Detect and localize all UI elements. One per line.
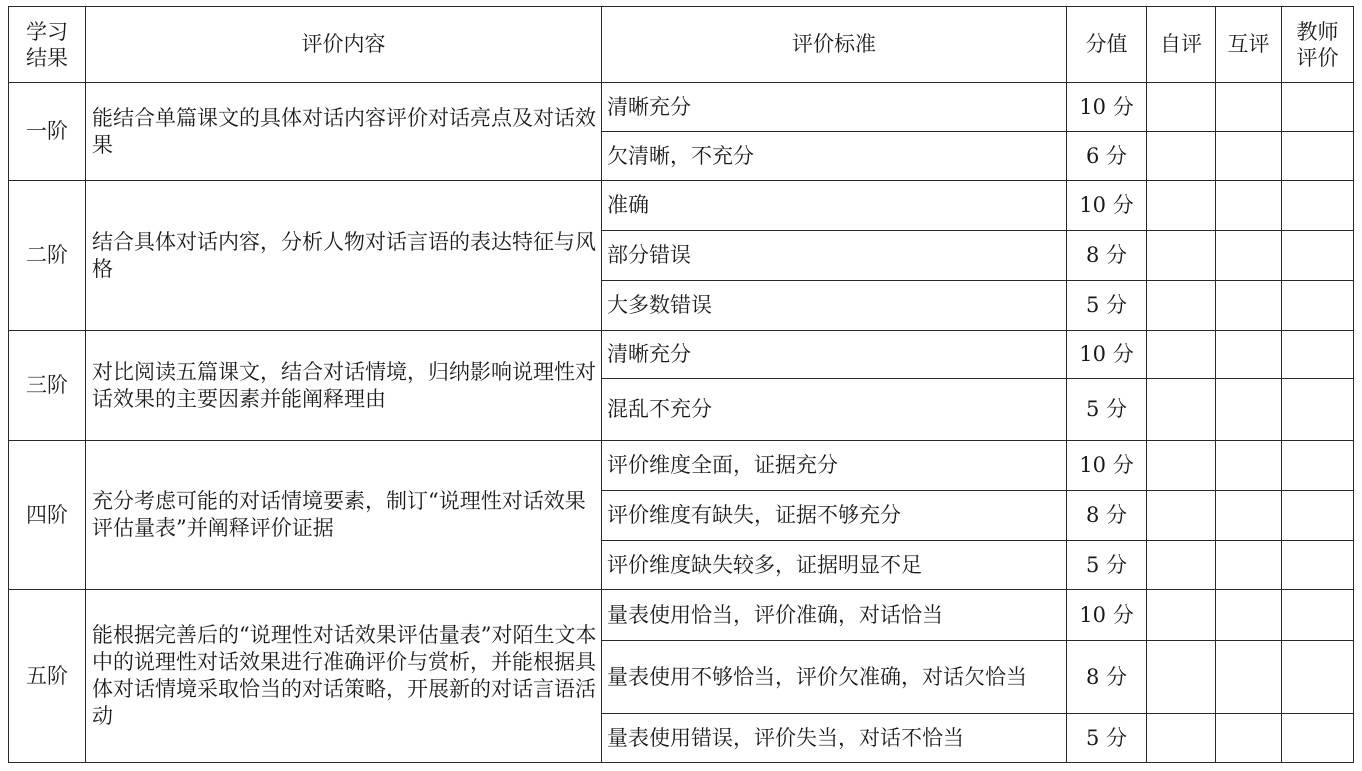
header-teacher bbox=[1282, 7, 1354, 83]
criterion-score: 10 分 bbox=[1067, 181, 1147, 231]
criterion-score: 5 分 bbox=[1067, 714, 1147, 763]
stage-label: 三阶 bbox=[9, 331, 86, 441]
header-teacher-line-1: 教师 bbox=[1296, 19, 1339, 44]
teacher-eval-cell[interactable] bbox=[1282, 491, 1354, 541]
header-teacher-line-2: 评价 bbox=[1296, 45, 1339, 70]
self-eval-cell[interactable] bbox=[1147, 714, 1216, 763]
self-eval-cell[interactable] bbox=[1147, 83, 1216, 132]
criterion-text: 量表使用不够恰当，评价欠准确，对话欠恰当 bbox=[602, 641, 1067, 714]
criterion-score: 8 分 bbox=[1067, 641, 1147, 714]
peer-eval-cell[interactable] bbox=[1216, 491, 1282, 541]
stage-label: 四阶 bbox=[9, 441, 86, 590]
self-eval-cell[interactable] bbox=[1147, 231, 1216, 281]
criterion-text: 评价维度有缺失，证据不够充分 bbox=[602, 491, 1067, 541]
criterion-text: 清晰充分 bbox=[602, 331, 1067, 379]
teacher-eval-cell[interactable] bbox=[1282, 281, 1354, 331]
peer-eval-cell[interactable] bbox=[1216, 379, 1282, 441]
teacher-eval-cell[interactable] bbox=[1282, 132, 1354, 181]
stage-content: 能结合单篇课文的具体对话内容评价对话亮点及对话效果 bbox=[86, 83, 602, 181]
self-eval-cell[interactable] bbox=[1147, 331, 1216, 379]
criterion-score: 10 分 bbox=[1067, 590, 1147, 641]
criterion-score: 10 分 bbox=[1067, 441, 1147, 491]
header-self: 自评 bbox=[1147, 7, 1216, 83]
header-outcome bbox=[9, 7, 86, 83]
table-row bbox=[9, 441, 1354, 491]
teacher-eval-cell[interactable] bbox=[1282, 441, 1354, 491]
self-eval-cell[interactable] bbox=[1147, 491, 1216, 541]
criterion-text: 量表使用错误，评价失当，对话不恰当 bbox=[602, 714, 1067, 763]
stage-label: 一阶 bbox=[9, 83, 86, 181]
teacher-eval-cell[interactable] bbox=[1282, 714, 1354, 763]
stage-content: 能根据完善后的“说理性对话效果评估量表”对陌生文本中的说理性对话效果进行准确评价与赏析，并能根据具体对话情境采取恰当的对话策略，开展新的对话言语活动 bbox=[86, 590, 602, 763]
criterion-text: 清晰充分 bbox=[602, 83, 1067, 132]
header-outcome-line-1: 学习 bbox=[26, 19, 68, 44]
criterion-text: 准确 bbox=[602, 181, 1067, 231]
teacher-eval-cell[interactable] bbox=[1282, 590, 1354, 641]
stage-label: 二阶 bbox=[9, 181, 86, 331]
self-eval-cell[interactable] bbox=[1147, 379, 1216, 441]
teacher-eval-cell[interactable] bbox=[1282, 331, 1354, 379]
table-row bbox=[9, 83, 1354, 132]
criterion-score: 8 分 bbox=[1067, 491, 1147, 541]
peer-eval-cell[interactable] bbox=[1216, 331, 1282, 379]
peer-eval-cell[interactable] bbox=[1216, 132, 1282, 181]
peer-eval-cell[interactable] bbox=[1216, 181, 1282, 231]
self-eval-cell[interactable] bbox=[1147, 541, 1216, 590]
self-eval-cell[interactable] bbox=[1147, 641, 1216, 714]
header-criteria: 评价标准 bbox=[602, 7, 1067, 83]
table-row bbox=[9, 590, 1354, 641]
header-content: 评价内容 bbox=[86, 7, 602, 83]
criterion-text: 混乱不充分 bbox=[602, 379, 1067, 441]
self-eval-cell[interactable] bbox=[1147, 281, 1216, 331]
criterion-score: 5 分 bbox=[1067, 541, 1147, 590]
criterion-score: 8 分 bbox=[1067, 231, 1147, 281]
peer-eval-cell[interactable] bbox=[1216, 541, 1282, 590]
criterion-score: 5 分 bbox=[1067, 281, 1147, 331]
criterion-score: 10 分 bbox=[1067, 331, 1147, 379]
stage-content: 充分考虑可能的对话情境要素，制订“说理性对话效果评估量表”并阐释评价证据 bbox=[86, 441, 602, 590]
stage-content: 结合具体对话内容，分析人物对话言语的表达特征与风格 bbox=[86, 181, 602, 331]
peer-eval-cell[interactable] bbox=[1216, 590, 1282, 641]
teacher-eval-cell[interactable] bbox=[1282, 181, 1354, 231]
peer-eval-cell[interactable] bbox=[1216, 231, 1282, 281]
evaluation-rubric-table bbox=[8, 6, 1354, 763]
teacher-eval-cell[interactable] bbox=[1282, 379, 1354, 441]
peer-eval-cell[interactable] bbox=[1216, 714, 1282, 763]
self-eval-cell[interactable] bbox=[1147, 590, 1216, 641]
peer-eval-cell[interactable] bbox=[1216, 641, 1282, 714]
criterion-text: 量表使用恰当，评价准确，对话恰当 bbox=[602, 590, 1067, 641]
self-eval-cell[interactable] bbox=[1147, 441, 1216, 491]
criterion-text: 评价维度全面，证据充分 bbox=[602, 441, 1067, 491]
criterion-score: 10 分 bbox=[1067, 83, 1147, 132]
table-row bbox=[9, 181, 1354, 231]
table-row bbox=[9, 331, 1354, 379]
teacher-eval-cell[interactable] bbox=[1282, 83, 1354, 132]
teacher-eval-cell[interactable] bbox=[1282, 641, 1354, 714]
header-peer: 互评 bbox=[1216, 7, 1282, 83]
header-row bbox=[9, 7, 1354, 83]
self-eval-cell[interactable] bbox=[1147, 181, 1216, 231]
stage-label: 五阶 bbox=[9, 590, 86, 763]
criterion-text: 评价维度缺失较多，证据明显不足 bbox=[602, 541, 1067, 590]
peer-eval-cell[interactable] bbox=[1216, 83, 1282, 132]
criterion-text: 部分错误 bbox=[602, 231, 1067, 281]
criterion-score: 5 分 bbox=[1067, 379, 1147, 441]
teacher-eval-cell[interactable] bbox=[1282, 231, 1354, 281]
header-outcome-line-2: 结果 bbox=[26, 45, 68, 70]
criterion-text: 大多数错误 bbox=[602, 281, 1067, 331]
criterion-text: 欠清晰，不充分 bbox=[602, 132, 1067, 181]
peer-eval-cell[interactable] bbox=[1216, 441, 1282, 491]
header-score: 分值 bbox=[1067, 7, 1147, 83]
peer-eval-cell[interactable] bbox=[1216, 281, 1282, 331]
teacher-eval-cell[interactable] bbox=[1282, 541, 1354, 590]
criterion-score: 6 分 bbox=[1067, 132, 1147, 181]
stage-content: 对比阅读五篇课文，结合对话情境，归纳影响说理性对话效果的主要因素并能阐释理由 bbox=[86, 331, 602, 441]
self-eval-cell[interactable] bbox=[1147, 132, 1216, 181]
